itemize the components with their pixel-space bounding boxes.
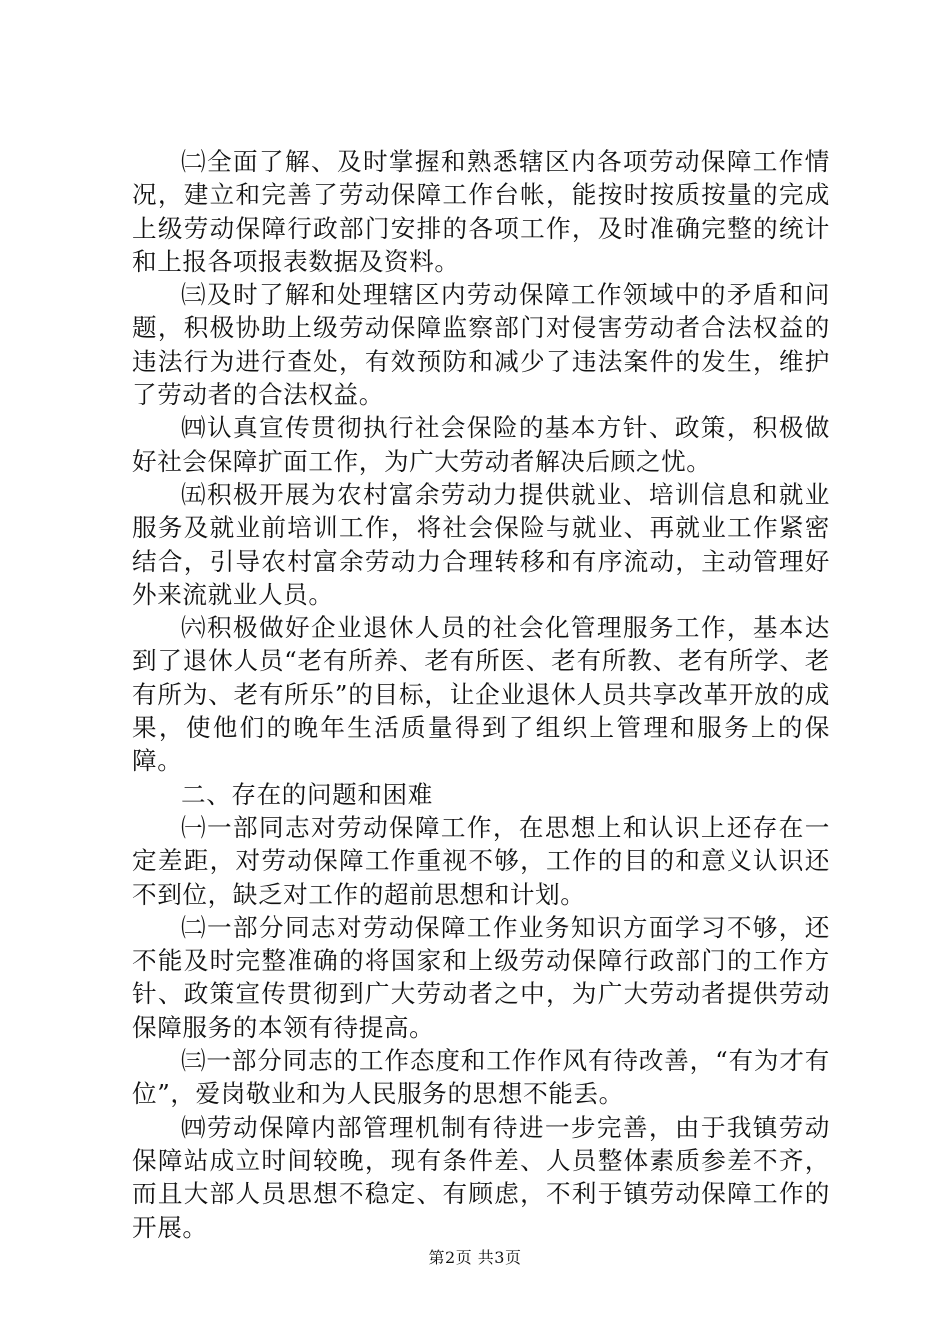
problem-item-4: ㈣劳动保障内部管理机制有待进一步完善，由于我镇劳动保障站成立时间较晚，现有条件差、人员整体素质参差不齐，而且大部人员思想不稳定、有顾虑，不利于镇劳动保障工作的开展。 [132, 1112, 830, 1242]
paragraph-item-6: ㈥积极做好企业退休人员的社会化管理服务工作，基本达到了退休人员“老有所养、老有所医、老有所教、老有所学、老有所为、老有所乐”的目标，让企业退休人员共享改革开放的成果，使他们的晚年生活质量得到了组织上管理和服务上的保障。 [132, 613, 830, 776]
problem-item-1: ㈠一部同志对劳动保障工作，在思想上和认识上还存在一定差距，对劳动保障工作重视不够，工作的目的和意义认识还不到位，缺乏对工作的超前思想和计划。 [132, 812, 830, 909]
problem-item-2: ㈡一部分同志对劳动保障工作业务知识方面学习不够，还不能及时完整准确的将国家和上级劳动保障行政部门的工作方针、政策宣传贯彻到广大劳动者之中，为广大劳动者提供劳动保障服务的本领有待提高。 [132, 912, 830, 1042]
section-heading: 二、存在的问题和困难 [181, 779, 433, 809]
document-body [132, 145, 830, 1244]
page-footer: 第2页 共3页 [428, 1248, 522, 1267]
problem-item-3: ㈢一部分同志的工作态度和工作作风有待改善，“有为才有位”，爱岗敬业和为人民服务的思想不能丢。 [132, 1046, 830, 1109]
paragraph-item-5: ㈤积极开展为农村富余劳动力提供就业、培训信息和就业服务及就业前培训工作，将社会保险与就业、再就业工作紧密结合，引导农村富余劳动力合理转移和有序流动，主动管理好外来流就业人员。 [132, 479, 830, 609]
paragraph-item-2: ㈡全面了解、及时掌握和熟悉辖区内各项劳动保障工作情况，建立和完善了劳动保障工作台帐，能按时按质按量的完成上级劳动保障行政部门安排的各项工作，及时准确完整的统计和上报各项报表数据及资料。 [132, 147, 830, 276]
paragraph-item-3: ㈢及时了解和处理辖区内劳动保障工作领域中的矛盾和问题，积极协助上级劳动保障监察部门对侵害劳动者合法权益的违法行为进行查处，有效预防和减少了违法案件的发生，维护了劳动者的合法权益。 [132, 280, 830, 410]
paragraph-item-4: ㈣认真宣传贯彻执行社会保险的基本方针、政策，积极做好社会保障扩面工作，为广大劳动者解决后顾之忧。 [132, 413, 830, 476]
